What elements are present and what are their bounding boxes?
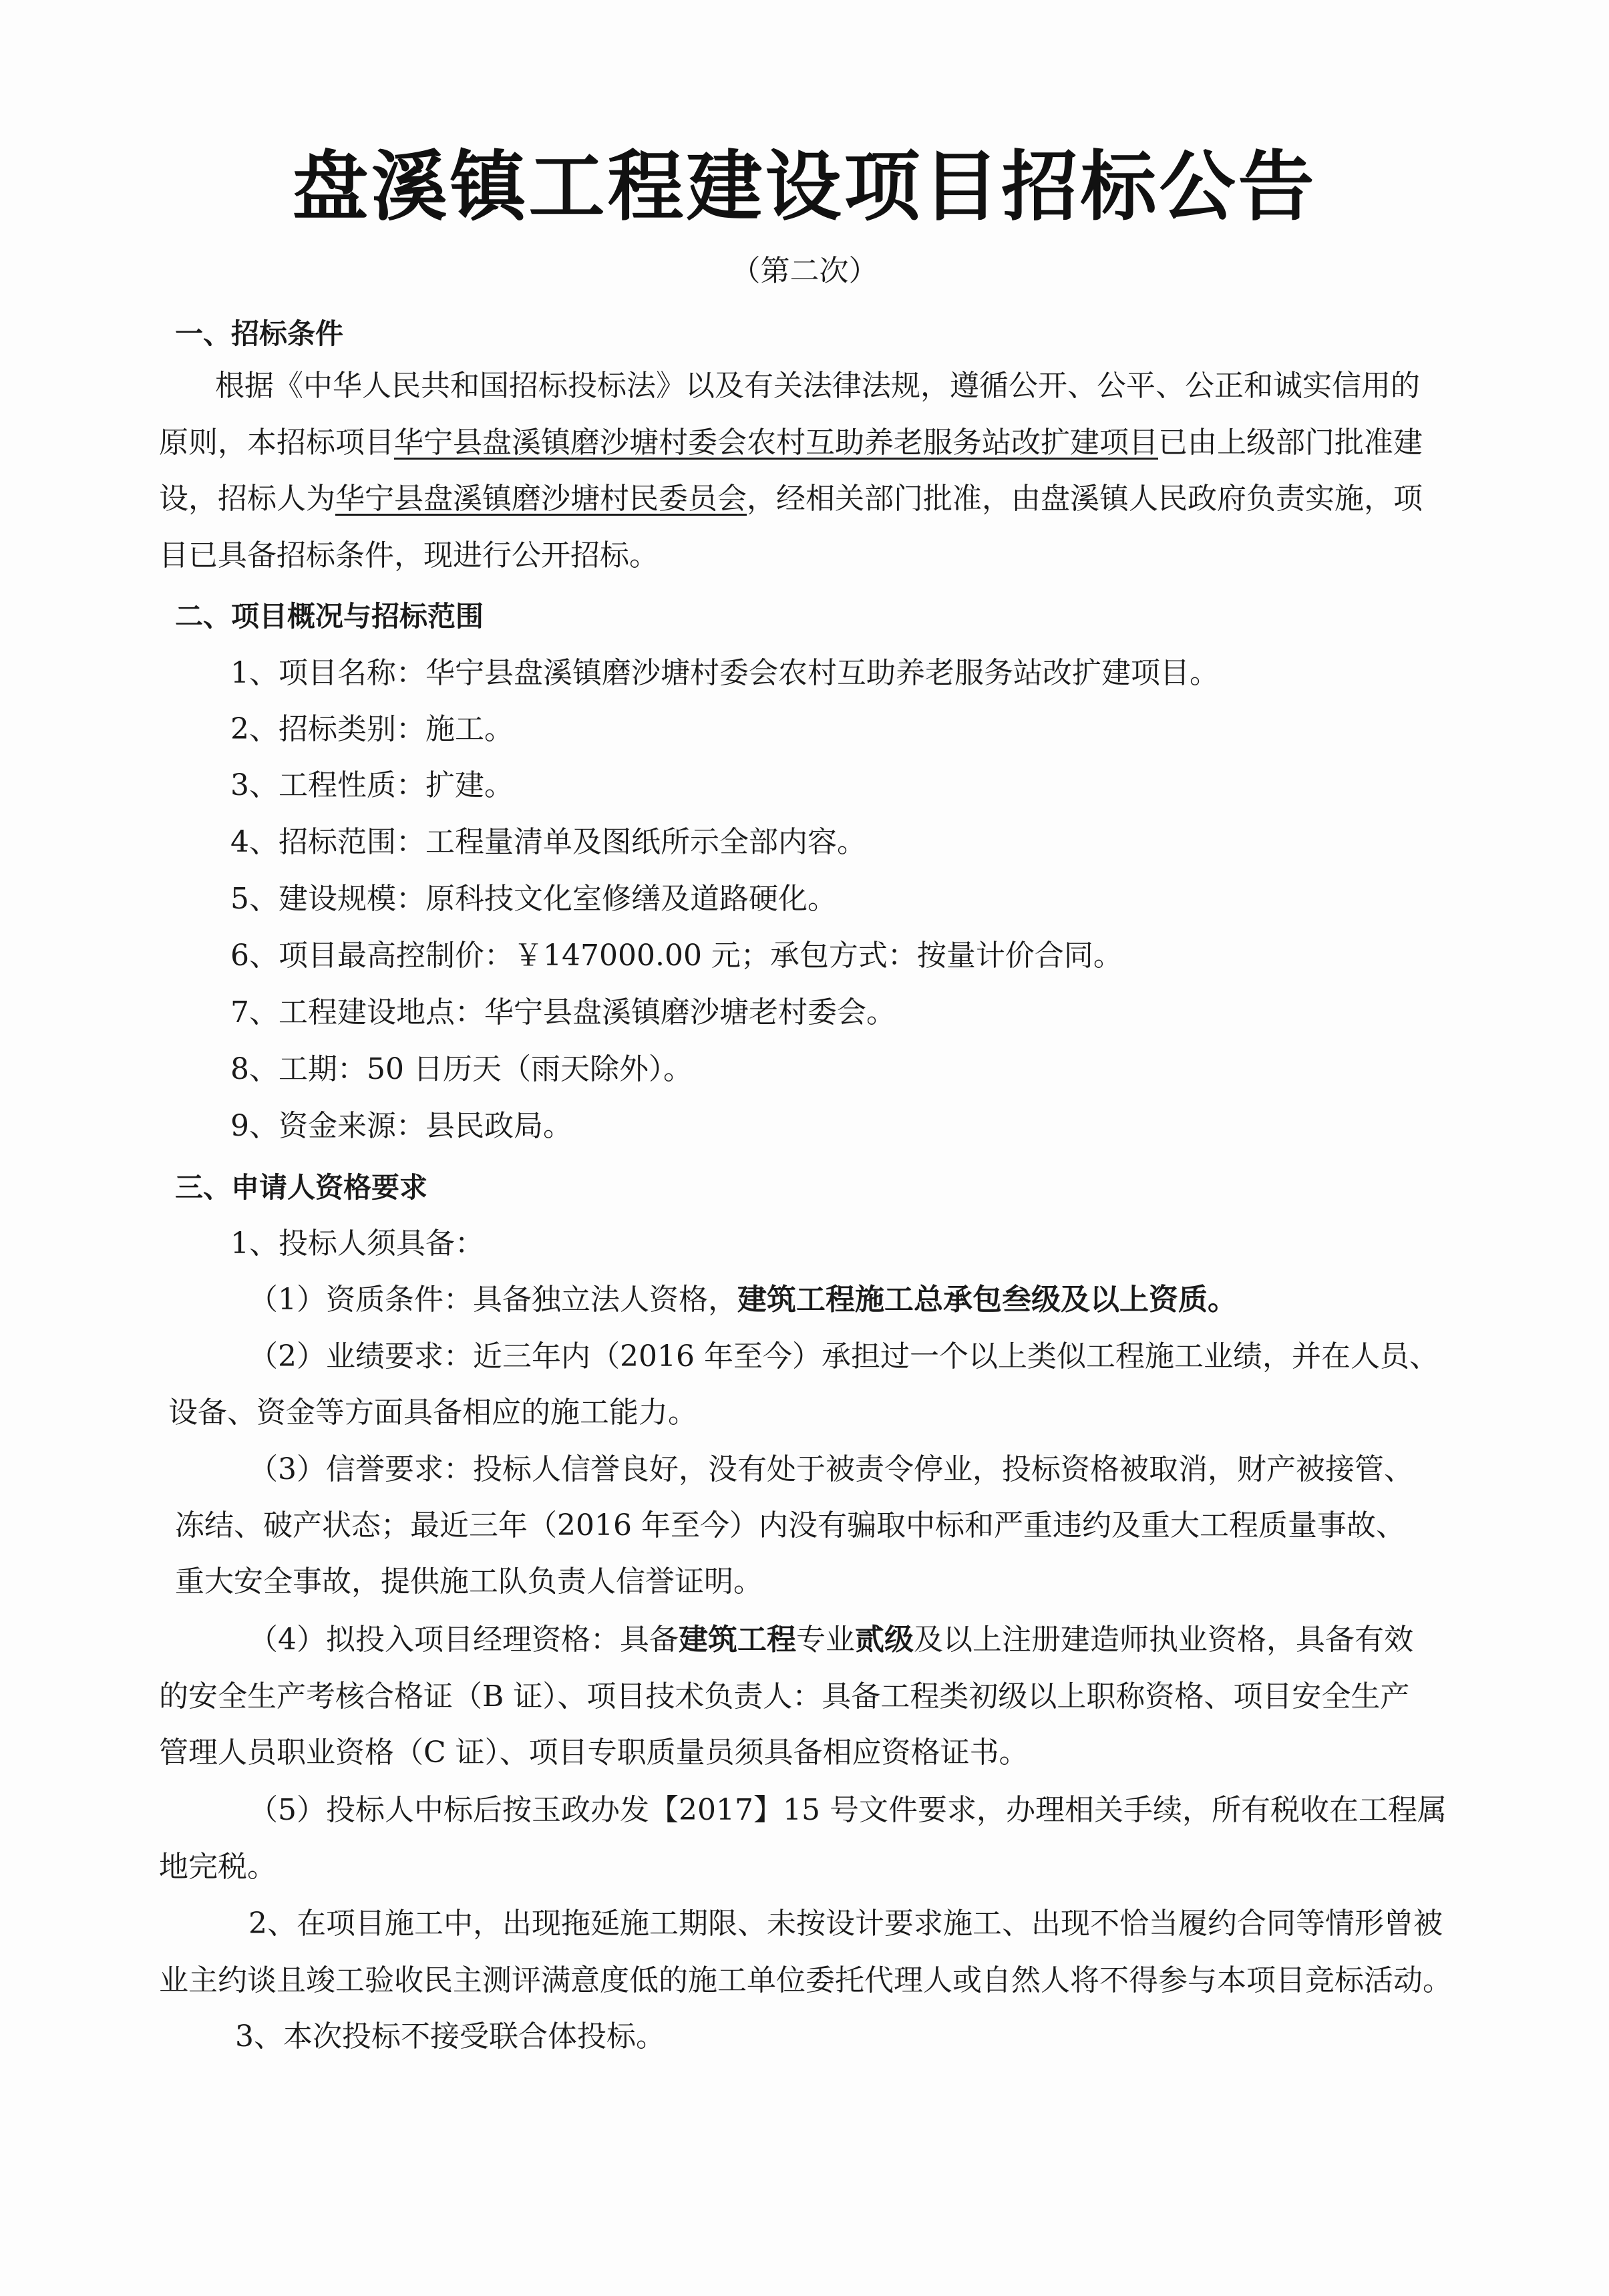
text-run: ，经相关部门批准，由盘溪镇人民政府负责实施，项 xyxy=(747,482,1423,516)
paragraph-line: 设备、资金等方面具备相应的施工能力。 xyxy=(168,1396,697,1430)
section-heading-2: 二、项目概况与招标范围 xyxy=(175,600,484,633)
paragraph-line xyxy=(159,423,1423,463)
list-item: 1、投标人须具备： xyxy=(230,1226,484,1261)
paragraph-line xyxy=(248,1620,1413,1660)
paragraph-line: 冻结、破产状态；最近三年（2016 年至今）内没有骗取中标和严重违约及重大工程质量事故、 xyxy=(175,1508,1405,1542)
paragraph-line: （5）投标人中标后按玉政办发【2017】15 号文件要求，办理相关手续，所有税收在工程属 xyxy=(248,1793,1447,1827)
paragraph-line: 业主约谈且竣工验收民主测评满意度低的施工单位委托代理人或自然人将不得参与本项目竞标活动。 xyxy=(159,1963,1452,1997)
section-heading-1: 一、招标条件 xyxy=(175,317,344,350)
bold-text: 贰级 xyxy=(855,1623,914,1657)
project-name-underlined: 华宁县盘溪镇磨沙塘村委会农村互助养老服务站改扩建项目 xyxy=(394,426,1158,460)
list-item: 3、工程性质：扩建。 xyxy=(230,768,514,802)
list-item: 7、工程建设地点：华宁县盘溪镇磨沙塘老村委会。 xyxy=(230,995,896,1029)
page-subtitle: （第二次） xyxy=(731,254,878,288)
paragraph-line: 2、在项目施工中，出现拖延施工期限、未按设计要求施工、出现不恰当履约合同等情形曾被 xyxy=(248,1907,1443,1941)
page-title: 盘溪镇工程建设项目招标公告 xyxy=(292,142,1317,231)
paragraph-line: 重大安全事故，提供施工队负责人信誉证明。 xyxy=(175,1565,763,1599)
paragraph-line: （3）信誉要求：投标人信誉良好，没有处于被责令停业，投标资格被取消，财产被接管、 xyxy=(248,1452,1413,1486)
paragraph-line: 3、本次投标不接受联合体投标。 xyxy=(235,2019,665,2054)
paragraph-line xyxy=(248,1280,1237,1320)
text-run: 已由上级部门批准建 xyxy=(1158,426,1423,460)
paragraph-line: 根据《中华人民共和国招标投标法》以及有关法律法规，遵循公开、公平、公正和诚实信用的 xyxy=(215,369,1420,403)
text-run: 及以上注册建造师执业资格，具备有效 xyxy=(914,1623,1413,1657)
text-run: 原则，本招标项目 xyxy=(159,426,394,460)
paragraph-line: 地完税。 xyxy=(159,1850,277,1884)
list-item: 8、工期：50 日历天（雨天除外）。 xyxy=(230,1052,693,1086)
paragraph-line: 目已具备招标条件，现进行公开招标。 xyxy=(159,538,659,572)
text-run: （1）资质条件：具备独立法人资格， xyxy=(248,1283,737,1317)
list-item: 4、招标范围：工程量清单及图纸所示全部内容。 xyxy=(230,825,866,859)
text-run: 设，招标人为 xyxy=(159,482,335,516)
list-item: 2、招标类别：施工。 xyxy=(230,712,514,746)
bold-text: 建筑工程施工总承包叁级及以上资质。 xyxy=(737,1283,1237,1317)
text-run: （4）拟投入项目经理资格：具备 xyxy=(248,1623,679,1657)
list-item: 5、建设规模：原科技文化室修缮及道路硬化。 xyxy=(230,882,837,916)
bold-text: 建筑工程 xyxy=(679,1623,796,1657)
section-heading-3: 三、申请人资格要求 xyxy=(175,1171,428,1204)
list-item: 6、项目最高控制价：￥147000.00 元；承包方式：按量计价合同。 xyxy=(230,939,1123,973)
tenderer-name-underlined: 华宁县盘溪镇磨沙塘村民委员会 xyxy=(335,482,747,516)
paragraph-line xyxy=(159,479,1423,519)
text-run: 专业 xyxy=(796,1623,855,1657)
list-item: 1、项目名称：华宁县盘溪镇磨沙塘村委会农村互助养老服务站改扩建项目。 xyxy=(230,656,1219,690)
paragraph-line: （2）业绩要求：近三年内（2016 年至今）承担过一个以上类似工程施工业绩，并在人员、 xyxy=(248,1339,1439,1373)
paragraph-line: 的安全生产考核合格证（B 证）、项目技术负责人：具备工程类初级以上职称资格、项目安全生产 xyxy=(159,1679,1410,1713)
list-item: 9、资金来源：县民政局。 xyxy=(230,1109,572,1143)
paragraph-line: 管理人员职业资格（C 证）、项目专职质量员须具备相应资格证书。 xyxy=(159,1736,1029,1770)
